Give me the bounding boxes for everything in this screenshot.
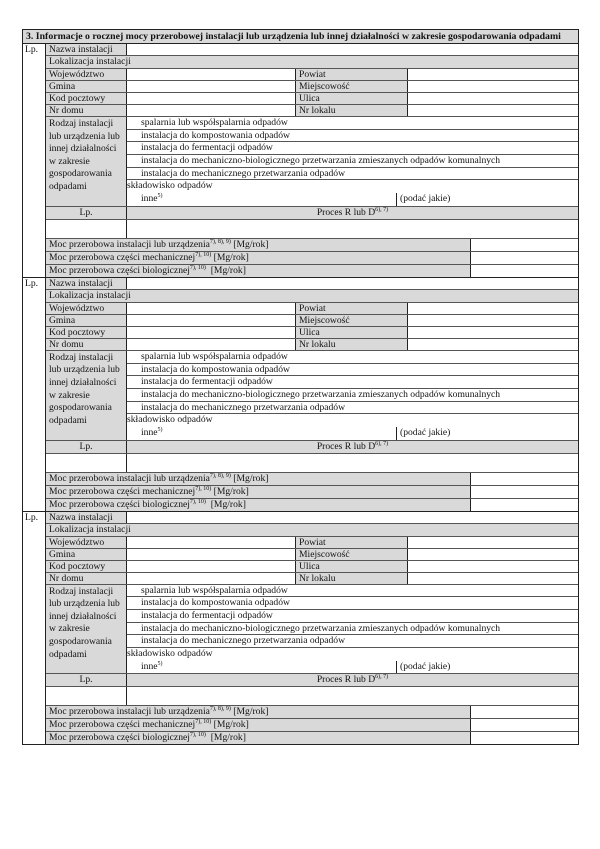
rodzaj-option[interactable]: instalacja do mechaniczno-biologicznego przetwarzania zmieszanych odpadów komunalnych <box>127 389 578 402</box>
section-title: 3. Informacje o rocznej mocy przerobowej instalacji lub urządzenia lub innej działalności w zakresie gospodarowania odpadami <box>22 29 579 44</box>
location-input[interactable] <box>126 93 295 104</box>
moc-footnote: 7), 10) <box>189 264 206 271</box>
rodzaj-label: Rodzaj instalacji lub urządzenia lub innej działalności w zakresie gospodarowania odpadami <box>46 351 126 440</box>
moc-input[interactable] <box>470 265 578 277</box>
moc-unit: [Mg/rok] <box>205 498 246 510</box>
moc-label-text: Moc przerobowa instalacji lub urządzenia <box>49 238 210 250</box>
location-row <box>46 81 578 93</box>
location-input[interactable] <box>407 561 578 572</box>
lp-label: Lp. <box>25 511 39 523</box>
rodzaj-option[interactable]: instalacja do fermentacji odpadów <box>127 610 578 623</box>
rodzaj-options <box>126 117 578 206</box>
lokalizacja-header: Lokalizacja instalacji <box>46 56 578 69</box>
location-input[interactable] <box>407 69 578 80</box>
location-input[interactable] <box>407 81 578 92</box>
proces-row <box>46 687 578 706</box>
moc-input[interactable] <box>470 239 578 251</box>
inne-footnote: 5) <box>157 660 163 667</box>
lp-label: Lp. <box>25 277 39 289</box>
location-input[interactable] <box>126 69 295 80</box>
proces-header <box>46 674 578 687</box>
rodzaj-section <box>46 585 578 675</box>
installation-body <box>46 278 578 511</box>
lp-column <box>23 512 46 745</box>
proces-header-label <box>126 441 578 453</box>
location-input[interactable] <box>126 327 295 338</box>
proces-footnote: 6), 7) <box>375 206 389 213</box>
rodzaj-option[interactable]: instalacja do mechanicznego przetwarzania odpadów <box>127 635 578 648</box>
installation-block-1 <box>22 44 579 278</box>
moc-label-text: Moc przerobowa części biologicznej <box>49 498 190 510</box>
podac-jakie-input[interactable]: (podać jakie) <box>396 193 578 206</box>
rodzaj-option-inne[interactable] <box>127 427 578 440</box>
moc-label <box>46 499 470 511</box>
nazwa-row <box>46 44 578 56</box>
rodzaj-option[interactable]: instalacja do kompostowania odpadów <box>127 364 578 377</box>
moc-label <box>46 732 470 744</box>
moc-input[interactable] <box>470 719 578 731</box>
location-label: Ulica <box>295 327 407 338</box>
proces-label: Proces R lub D <box>316 440 376 452</box>
location-input[interactable] <box>407 573 578 584</box>
moc-row <box>46 239 578 252</box>
location-row <box>46 549 578 561</box>
installation-blocks <box>22 44 579 745</box>
lokalizacja-header: Lokalizacja instalacji <box>46 524 578 537</box>
moc-label <box>46 239 470 251</box>
moc-label <box>46 486 470 498</box>
moc-row <box>46 499 578 511</box>
location-input[interactable] <box>126 105 295 116</box>
moc-label <box>46 265 470 277</box>
moc-unit: [Mg/rok] <box>211 719 249 731</box>
moc-label-text: Moc przerobowa instalacji lub urządzenia <box>49 472 210 484</box>
moc-input[interactable] <box>470 473 578 485</box>
location-row <box>46 561 578 573</box>
location-input[interactable] <box>407 93 578 104</box>
moc-label <box>46 706 470 718</box>
proces-header <box>46 207 578 220</box>
location-label: Miejscowość <box>295 81 407 92</box>
rodzaj-option[interactable]: instalacja do kompostowania odpadów <box>127 130 578 143</box>
rodzaj-option-inne[interactable] <box>127 193 578 206</box>
moc-label-text: Moc przerobowa części mechanicznej <box>49 251 196 263</box>
proces-footnote: 6), 7) <box>375 440 389 447</box>
location-label: Gmina <box>46 81 126 92</box>
rodzaj-label: Rodzaj instalacji lub urządzenia lub innej działalności w zakresie gospodarowania odpadami <box>46 117 126 206</box>
location-label: Kod pocztowy <box>46 327 126 338</box>
location-label: Nr domu <box>46 339 126 350</box>
moc-row <box>46 473 578 486</box>
location-row <box>46 537 578 549</box>
moc-unit: [Mg/rok] <box>230 706 269 718</box>
location-label: Nr domu <box>46 105 126 116</box>
rodzaj-option[interactable]: składowisko odpadów <box>127 180 213 192</box>
moc-unit: [Mg/rok] <box>230 472 269 484</box>
moc-footnote: 7), 10) <box>189 498 206 505</box>
nazwa-label: Nazwa instalacji <box>46 44 126 55</box>
location-label: Gmina <box>46 315 126 326</box>
location-input[interactable] <box>407 549 578 560</box>
location-label: Województwo <box>46 303 126 314</box>
moc-unit: [Mg/rok] <box>205 732 246 744</box>
podac-jakie-input[interactable]: (podać jakie) <box>396 427 578 440</box>
inne-label: inne <box>141 426 158 438</box>
nazwa-label: Nazwa instalacji <box>46 278 126 289</box>
moc-label-text: Moc przerobowa instalacji lub urządzenia <box>49 706 210 718</box>
nazwa-input[interactable] <box>126 44 578 55</box>
location-input[interactable] <box>126 573 295 584</box>
location-row <box>46 315 578 327</box>
proces-header-label <box>126 674 578 686</box>
location-label: Powiat <box>295 303 407 314</box>
moc-input[interactable] <box>470 252 578 264</box>
rodzaj-option[interactable]: instalacja do mechaniczno-biologicznego przetwarzania zmieszanych odpadów komunalnych <box>127 155 578 168</box>
moc-row <box>46 706 578 719</box>
location-input[interactable] <box>126 537 295 548</box>
moc-footnote: 7), 10) <box>195 485 212 492</box>
rodzaj-option[interactable]: spalarnia lub współspalarnia odpadów <box>127 351 578 364</box>
location-input[interactable] <box>126 315 295 326</box>
form-section <box>22 29 579 745</box>
nazwa-input[interactable] <box>126 512 578 523</box>
location-row <box>46 69 578 81</box>
location-row <box>46 327 578 339</box>
proces-row <box>46 454 578 473</box>
location-label: Miejscowość <box>295 549 407 560</box>
moc-unit: [Mg/rok] <box>205 264 246 276</box>
proces-value-input[interactable] <box>126 220 578 238</box>
proces-lp-header: Lp. <box>79 674 93 686</box>
location-input[interactable] <box>126 549 295 560</box>
location-input[interactable] <box>126 339 295 350</box>
location-label: Nr lokalu <box>295 105 407 116</box>
moc-row <box>46 265 578 277</box>
rodzaj-option[interactable]: spalarnia lub współspalarnia odpadów <box>127 117 578 130</box>
moc-label <box>46 719 470 731</box>
rodzaj-options <box>126 585 578 674</box>
location-label: Miejscowość <box>295 315 407 326</box>
proces-row <box>46 220 578 239</box>
rodzaj-section <box>46 351 578 441</box>
moc-row <box>46 732 578 744</box>
proces-lp-header: Lp. <box>79 206 93 218</box>
moc-footnote: 7), 10) <box>189 732 206 739</box>
proces-footnote: 6), 7) <box>375 674 389 681</box>
location-label: Powiat <box>295 69 407 80</box>
lp-column <box>23 278 46 511</box>
moc-footnote: 7), 8), 9) <box>209 706 231 713</box>
moc-row <box>46 486 578 499</box>
proces-label: Proces R lub D <box>316 674 376 686</box>
location-label: Województwo <box>46 537 126 548</box>
location-label: Nr lokalu <box>295 339 407 350</box>
location-row <box>46 303 578 315</box>
moc-row <box>46 252 578 265</box>
location-row <box>46 573 578 585</box>
location-label: Powiat <box>295 537 407 548</box>
nazwa-input[interactable] <box>126 278 578 289</box>
moc-label-text: Moc przerobowa części mechanicznej <box>49 719 196 731</box>
proces-lp-input[interactable] <box>46 220 126 238</box>
location-row <box>46 105 578 117</box>
installation-block-2 <box>22 278 579 512</box>
moc-label-text: Moc przerobowa części biologicznej <box>49 732 190 744</box>
rodzaj-option[interactable]: instalacja do fermentacji odpadów <box>127 142 578 155</box>
location-label: Kod pocztowy <box>46 93 126 104</box>
proces-lp-header: Lp. <box>79 440 93 452</box>
inne-label: inne <box>141 660 158 672</box>
lokalizacja-header: Lokalizacja instalacji <box>46 290 578 303</box>
location-label: Ulica <box>295 561 407 572</box>
rodzaj-option[interactable]: składowisko odpadów <box>127 414 213 426</box>
location-input[interactable] <box>126 81 295 92</box>
rodzaj-option[interactable]: instalacja do mechanicznego przetwarzania odpadów <box>127 402 578 415</box>
proces-header <box>46 441 578 454</box>
moc-input[interactable] <box>470 732 578 744</box>
moc-footnote: 7), 8), 9) <box>209 472 231 479</box>
rodzaj-option[interactable]: instalacja do kompostowania odpadów <box>127 597 578 610</box>
inne-label: inne <box>141 193 158 205</box>
nazwa-label: Nazwa instalacji <box>46 512 126 523</box>
location-input[interactable] <box>126 561 295 572</box>
nazwa-row <box>46 278 578 290</box>
rodzaj-option[interactable]: instalacja do fermentacji odpadów <box>127 376 578 389</box>
proces-lp-input[interactable] <box>46 687 126 705</box>
rodzaj-option[interactable]: instalacja do mechanicznego przetwarzania odpadów <box>127 168 578 181</box>
moc-footnote: 7), 10) <box>195 251 212 258</box>
moc-label <box>46 252 470 264</box>
location-input[interactable] <box>407 537 578 548</box>
moc-label-text: Moc przerobowa części mechanicznej <box>49 485 196 497</box>
rodzaj-options <box>126 351 578 440</box>
installation-body <box>46 512 578 745</box>
location-input[interactable] <box>126 303 295 314</box>
rodzaj-option-inne[interactable] <box>127 661 578 674</box>
moc-label <box>46 473 470 485</box>
rodzaj-option[interactable]: spalarnia lub współspalarnia odpadów <box>127 585 578 598</box>
lp-label: Lp. <box>25 44 39 55</box>
location-row <box>46 93 578 105</box>
proces-header-label <box>126 207 578 219</box>
location-label: Gmina <box>46 549 126 560</box>
moc-input[interactable] <box>470 486 578 498</box>
moc-unit: [Mg/rok] <box>211 485 249 497</box>
location-label: Kod pocztowy <box>46 561 126 572</box>
location-input[interactable] <box>407 303 578 314</box>
location-label: Nr lokalu <box>295 573 407 584</box>
rodzaj-label: Rodzaj instalacji lub urządzenia lub innej działalności w zakresie gospodarowania odpadami <box>46 585 126 674</box>
location-input[interactable] <box>407 327 578 338</box>
rodzaj-option[interactable]: składowisko odpadów <box>127 648 213 660</box>
proces-value-input[interactable] <box>126 454 578 472</box>
moc-input[interactable] <box>470 706 578 718</box>
inne-footnote: 5) <box>157 193 163 200</box>
nazwa-row <box>46 512 578 524</box>
location-label: Województwo <box>46 69 126 80</box>
proces-value-input[interactable] <box>126 687 578 705</box>
moc-label-text: Moc przerobowa części biologicznej <box>49 264 190 276</box>
location-row <box>46 339 578 351</box>
podac-jakie-input[interactable]: (podać jakie) <box>396 661 578 674</box>
location-input[interactable] <box>407 315 578 326</box>
rodzaj-section <box>46 117 578 207</box>
location-label: Ulica <box>295 93 407 104</box>
installation-block-3 <box>22 512 579 746</box>
moc-unit: [Mg/rok] <box>211 251 249 263</box>
location-label: Nr domu <box>46 573 126 584</box>
location-input[interactable] <box>407 339 578 350</box>
rodzaj-option[interactable]: instalacja do mechaniczno-biologicznego przetwarzania zmieszanych odpadów komunalnych <box>127 623 578 636</box>
proces-label: Proces R lub D <box>316 206 376 218</box>
moc-footnote: 7), 8), 9) <box>209 238 231 245</box>
installation-body <box>46 44 578 277</box>
moc-footnote: 7), 10) <box>195 719 212 726</box>
moc-row <box>46 719 578 732</box>
inne-footnote: 5) <box>157 426 163 433</box>
moc-input[interactable] <box>470 499 578 511</box>
proces-lp-input[interactable] <box>46 454 126 472</box>
lp-column <box>23 44 46 277</box>
moc-unit: [Mg/rok] <box>230 238 269 250</box>
location-input[interactable] <box>407 105 578 116</box>
